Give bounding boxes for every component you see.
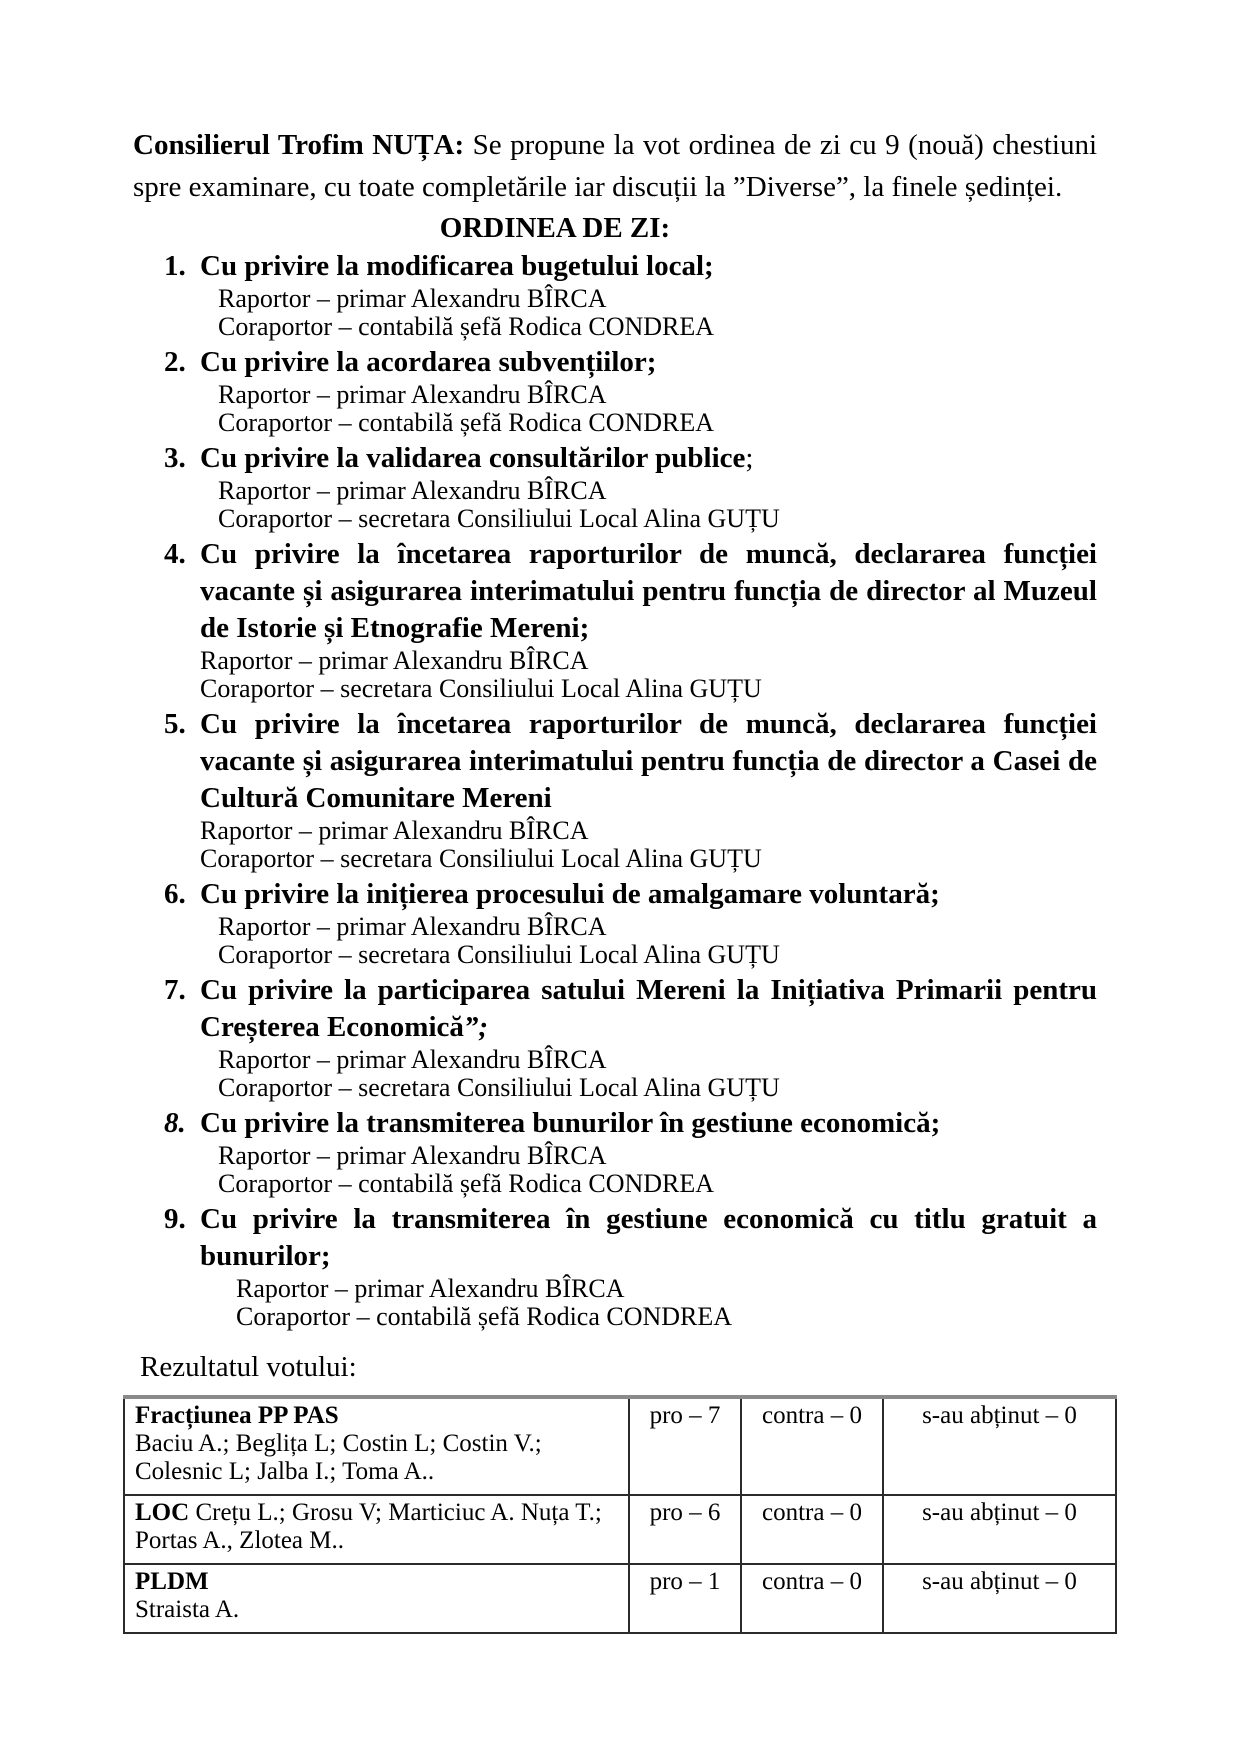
agenda-item-2-number: 2.	[164, 346, 186, 378]
agenda-item-8-title-text: Cu privire la transmiterea bunurilor în gestiune economică;	[200, 1107, 941, 1139]
agenda-item-4	[133, 536, 1097, 703]
agenda-item-6-title-text: Cu privire la inițierea procesului de amalgamare voluntară;	[200, 878, 940, 910]
pro-cell: pro – 6	[629, 1495, 741, 1564]
agenda-item-5	[133, 706, 1097, 873]
agenda-heading: ORDINEA DE ZI:	[439, 212, 671, 244]
contra-cell: contra – 0	[741, 1495, 883, 1564]
agenda-item-3-coraportor: Coraportor – secretara Consiliului Local Alina GUȚU	[218, 504, 780, 533]
agenda-item-1-raportor: Raportor – primar Alexandru BÎRCA	[218, 284, 607, 313]
agenda-item-7-coraportor: Coraportor – secretara Consiliului Local Alina GUȚU	[218, 1073, 780, 1102]
agenda-item-2-raportor: Raportor – primar Alexandru BÎRCA	[218, 380, 607, 409]
agenda-item-7-title-text: Cu privire la participarea satului Mereni la Inițiativa Primarii pentru Creșterea Economică	[200, 974, 1097, 1043]
agenda-item-6-raportor: Raportor – primar Alexandru BÎRCA	[218, 912, 607, 941]
agenda-item-7-title-suffix: ”;	[463, 1011, 489, 1043]
agenda-item-4-title	[200, 536, 1097, 647]
contra-cell: contra – 0	[741, 1564, 883, 1633]
agenda-item-8-number: 8.	[164, 1107, 186, 1139]
agenda-item-7-raportor: Raportor – primar Alexandru BÎRCA	[218, 1045, 607, 1074]
pro-cell: pro – 1	[629, 1564, 741, 1633]
abstained-cell: s-au abținut – 0	[883, 1495, 1116, 1564]
agenda-item-2-title-text: Cu privire la acordarea subvențiilor;	[200, 346, 657, 378]
agenda-item-5-coraportor: Coraportor – secretara Consiliului Local Alina GUȚU	[200, 844, 762, 873]
vote-results-section	[133, 1347, 1097, 1634]
abstained-cell: s-au abținut – 0	[883, 1564, 1116, 1633]
agenda-item-4-number: 4.	[164, 538, 186, 570]
agenda-item-7	[133, 972, 1097, 1102]
intro-paragraph	[133, 124, 1097, 208]
agenda-item-1	[133, 248, 1097, 341]
agenda-item-2-coraportor: Coraportor – contabilă șefă Rodica CONDREA	[218, 408, 715, 437]
agenda-item-3	[133, 440, 1097, 533]
agenda-item-2	[133, 344, 1097, 437]
agenda-item-8-raportor: Raportor – primar Alexandru BÎRCA	[218, 1141, 607, 1170]
agenda-item-3-title-text: Cu privire la validarea consultărilor publice	[200, 442, 746, 474]
agenda-item-8-title	[200, 1105, 1097, 1142]
agenda-item-9-coraportor: Coraportor – contabilă șefă Rodica CONDREA	[236, 1302, 733, 1331]
agenda-item-4-title-text: Cu privire la încetarea raporturilor de muncă, declararea funcției vacante și asigurarea interimatului pentru funcția de director al Muzeul de Istorie și Etnografie Mereni;	[200, 538, 1097, 644]
vote-results-caption: Rezultatul votului:	[140, 1351, 357, 1383]
party-name: Fracțiunea PP PAS	[135, 1402, 339, 1429]
agenda-item-1-coraportor: Coraportor – contabilă șefă Rodica CONDREA	[218, 312, 715, 341]
agenda-item-9-raportor: Raportor – primar Alexandru BÎRCA	[236, 1274, 625, 1303]
table-row-loc	[124, 1495, 1116, 1564]
party-members: Straista A.	[135, 1596, 240, 1623]
table-row-pldm	[124, 1564, 1116, 1633]
agenda-item-5-raportor: Raportor – primar Alexandru BÎRCA	[200, 816, 589, 845]
party-members: Crețu L.; Grosu V; Marticiuc A. Nuța T.; Portas A., Zlotea M..	[135, 1499, 602, 1554]
agenda-item-4-coraportor: Coraportor – secretara Consiliului Local Alina GUȚU	[200, 674, 762, 703]
agenda-item-4-raportor: Raportor – primar Alexandru BÎRCA	[200, 646, 589, 675]
table-row-pp-pas	[124, 1397, 1116, 1495]
agenda-item-5-title-text: Cu privire la încetarea raporturilor de muncă, declararea funcției vacante și asigurarea interimatului pentru funcția de director a Casei de Cultură Comunitare Mereni	[200, 708, 1097, 814]
agenda-item-6-coraportor: Coraportor – secretara Consiliului Local Alina GUȚU	[218, 940, 780, 969]
party-name: LOC	[135, 1499, 190, 1526]
agenda-item-3-number: 3.	[164, 442, 186, 474]
agenda-item-1-number: 1.	[164, 250, 186, 282]
agenda-item-7-number: 7.	[164, 974, 186, 1006]
agenda-item-7-title	[200, 972, 1097, 1046]
vote-results-table	[123, 1395, 1117, 1634]
agenda-item-8-coraportor: Coraportor – contabilă șefă Rodica CONDREA	[218, 1169, 715, 1198]
contra-cell: contra – 0	[741, 1397, 883, 1495]
intro-text: Se propune la vot ordinea de zi cu 9 (nouă) chestiuni spre examinare, cu toate completările iar discuții la ”Diverse”, la finele ședinței.	[133, 129, 1097, 203]
pro-cell: pro – 7	[629, 1397, 741, 1495]
agenda-item-9-title	[200, 1201, 1097, 1275]
agenda-item-1-title-text: Cu privire la modificarea bugetului local;	[200, 250, 714, 282]
agenda-item-6	[133, 876, 1097, 969]
agenda-item-5-title	[200, 706, 1097, 817]
agenda-item-6-title	[200, 876, 1097, 913]
party-members: Baciu A.; Beglița L; Costin L; Costin V.; Colesnic L; Jalba I.; Toma A..	[135, 1430, 542, 1485]
agenda-item-9	[133, 1201, 1097, 1331]
agenda-item-9-title-text: Cu privire la transmiterea în gestiune economică cu titlu gratuit a bunurilor;	[200, 1203, 1097, 1272]
intro-speaker: Consilierul Trofim NUȚA:	[133, 129, 465, 161]
party-cell	[124, 1397, 629, 1495]
agenda-item-3-title	[200, 440, 1097, 477]
agenda-item-1-title	[200, 248, 1097, 285]
party-cell	[124, 1495, 629, 1564]
agenda-item-3-raportor: Raportor – primar Alexandru BÎRCA	[218, 476, 607, 505]
agenda-item-2-title	[200, 344, 1097, 381]
agenda-item-8	[133, 1105, 1097, 1198]
agenda-item-5-number: 5.	[164, 708, 186, 740]
agenda-item-6-number: 6.	[164, 878, 186, 910]
party-name: PLDM	[135, 1568, 209, 1595]
party-cell	[124, 1564, 629, 1633]
abstained-cell: s-au abținut – 0	[883, 1397, 1116, 1495]
agenda-item-3-title-suffix: ;	[745, 442, 754, 474]
agenda-item-9-number: 9.	[164, 1203, 186, 1235]
